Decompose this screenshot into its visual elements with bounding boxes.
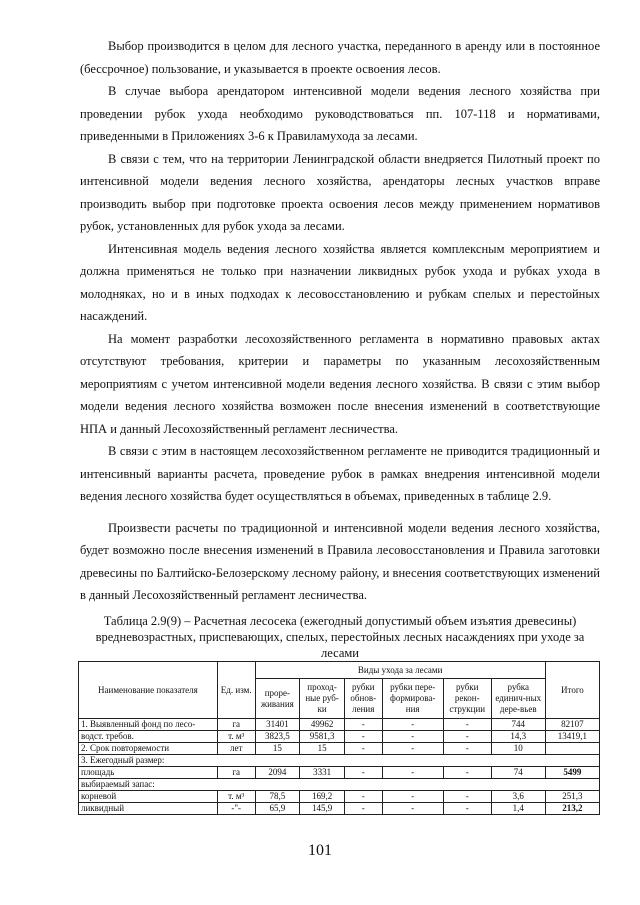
cell: - bbox=[443, 803, 491, 815]
cell: 169,2 bbox=[300, 791, 345, 803]
cell: 2094 bbox=[255, 767, 300, 779]
cell: - bbox=[443, 731, 491, 743]
paragraph: Интенсивная модель ведения лесного хозяйства является комплексным мероприятием и должна применяться не только при назначении ликвидных рубок ухода и рубках ухода в молодняках, но и в иных подходах к лесовосстановлению и рубкам спелых и перестойных насаждений. bbox=[80, 241, 600, 323]
cell: 74 bbox=[491, 767, 545, 779]
row-section-label: выбираемый запас: bbox=[79, 779, 600, 791]
header-unit: Ед. изм. bbox=[217, 662, 255, 719]
cell: - bbox=[344, 731, 382, 743]
cell: 14,3 bbox=[491, 731, 545, 743]
cell: 65,9 bbox=[255, 803, 300, 815]
table-caption: Таблица 2.9(9) – Расчетная лесосека (ежегодный допустимый объем изъятия древесины) вредневозрастных, приспевающих, спелых, перестойных лесных насаждениях при уходе за лесами bbox=[95, 614, 585, 660]
paragraph: Произвести расчеты по традиционной и интенсивной модели ведения лесного хозяйства, будет возможно после внесения изменений в Правила лесовосстановления и Правила заготовки древесины по Балтийско-Белозерскому лесному району, и внесения соответствующих изменений в данный Лесохозяйственный регламент лесничества. bbox=[80, 520, 600, 602]
body-text bbox=[80, 35, 600, 607]
row-unit: га bbox=[217, 767, 255, 779]
row-unit: т. м³ bbox=[217, 791, 255, 803]
cell: 9581,3 bbox=[300, 731, 345, 743]
table-row bbox=[79, 731, 600, 743]
header-total: Итого bbox=[545, 662, 599, 719]
cell: 3,6 bbox=[491, 791, 545, 803]
row-total: 82107 bbox=[545, 719, 599, 731]
paragraph: В случае выбора арендатором интенсивной модели ведения лесного хозяйства при проведении рубок ухода необходимо руководствоваться пп. 107-118 и нормативами, приведенными в Приложениях 3-6 к Правиламухода за лесами. bbox=[80, 84, 600, 143]
header-type: рубки обнов-ления bbox=[344, 679, 382, 719]
row-label: площадь bbox=[79, 767, 218, 779]
row-label: водст. требов. bbox=[79, 731, 218, 743]
cell: 15 bbox=[300, 743, 345, 755]
cell: 49962 bbox=[300, 719, 345, 731]
cell: - bbox=[382, 719, 443, 731]
cell: - bbox=[344, 743, 382, 755]
row-total: 13419,1 bbox=[545, 731, 599, 743]
cell: 3823,5 bbox=[255, 731, 300, 743]
cell: - bbox=[344, 719, 382, 731]
cell: 744 bbox=[491, 719, 545, 731]
table-row bbox=[79, 743, 600, 755]
row-unit: -"- bbox=[217, 803, 255, 815]
row-total: 213,2 bbox=[545, 803, 599, 815]
cell: - bbox=[443, 719, 491, 731]
cell: - bbox=[344, 803, 382, 815]
header-type: рубки рекон-струкции bbox=[443, 679, 491, 719]
paragraph: Выбор производится в целом для лесного участка, переданного в аренду или в постоянное (бессрочное) пользование, и указывается в проекте освоения лесов. bbox=[80, 39, 600, 76]
cell: - bbox=[382, 731, 443, 743]
cell: - bbox=[344, 791, 382, 803]
row-unit: га bbox=[217, 719, 255, 731]
cell: - bbox=[382, 743, 443, 755]
table-row bbox=[79, 803, 600, 815]
row-label: 2. Срок повторяемости bbox=[79, 743, 218, 755]
row-label: корневой bbox=[79, 791, 218, 803]
cell: - bbox=[443, 767, 491, 779]
row-unit: лет bbox=[217, 743, 255, 755]
cell: - bbox=[382, 767, 443, 779]
paragraph: В связи с тем, что на территории Ленинградской области внедряется Пилотный проект по интенсивной модели ведения лесного хозяйства, арендаторы лесных участков вправе производить выбор при подготовке проекта освоения лесов между применением нормативов рубок, установленных для рубок ухода за лесами. bbox=[80, 151, 600, 233]
row-total: 5499 bbox=[545, 767, 599, 779]
row-total bbox=[545, 743, 599, 755]
header-care-types: Виды ухода за лесами bbox=[255, 662, 545, 679]
row-section-label: 3. Ежегодный размер: bbox=[79, 755, 600, 767]
allowable-cut-table bbox=[78, 661, 600, 815]
cell: 78,5 bbox=[255, 791, 300, 803]
header-type: проход-ные руб-ки bbox=[300, 679, 345, 719]
row-total: 251,3 bbox=[545, 791, 599, 803]
page-number: 101 bbox=[308, 842, 332, 859]
cell: 3331 bbox=[300, 767, 345, 779]
cell: - bbox=[443, 743, 491, 755]
row-unit: т. м³ bbox=[217, 731, 255, 743]
paragraph: В связи с этим в настоящем лесохозяйственном регламенте не приводится традиционный и интенсивный варианты расчета, проведение рубок в рамках внедрения интенсивной модели ведения лесного хозяйства будет осуществляться в объемах, приведенных в таблице 2.9. bbox=[80, 444, 600, 503]
cell: 15 bbox=[255, 743, 300, 755]
cell: - bbox=[382, 803, 443, 815]
row-label: ликвидный bbox=[79, 803, 218, 815]
cell: - bbox=[382, 791, 443, 803]
cell: 10 bbox=[491, 743, 545, 755]
cell: 31401 bbox=[255, 719, 300, 731]
header-type: рубка единич-ных дере-вьев bbox=[491, 679, 545, 719]
table-row bbox=[79, 791, 600, 803]
header-type: рубки пере-формирова-ния bbox=[382, 679, 443, 719]
row-label: 1. Выявленный фонд по лесо- bbox=[79, 719, 218, 731]
cell: 145,9 bbox=[300, 803, 345, 815]
paragraph: На момент разработки лесохозяйственного регламента в нормативно правовых актах отсутствуют требования, критерии и параметры по указанным лесохозяйственным мероприятиям с учетом интенсивной модели ведения лесного хозяйства. В связи с этим выбор модели ведения лесного хозяйства возможен после внесения изменений в соответствующие НПА и данный Лесохозяйственный регламент лесничества. bbox=[80, 331, 600, 436]
table-row bbox=[79, 767, 600, 779]
header-name: Наименование показателя bbox=[79, 662, 218, 719]
cell: - bbox=[443, 791, 491, 803]
table-row bbox=[79, 755, 600, 767]
table-row bbox=[79, 719, 600, 731]
table-row bbox=[79, 779, 600, 791]
cell: 1,4 bbox=[491, 803, 545, 815]
cell: - bbox=[344, 767, 382, 779]
header-type: проре-живания bbox=[255, 679, 300, 719]
